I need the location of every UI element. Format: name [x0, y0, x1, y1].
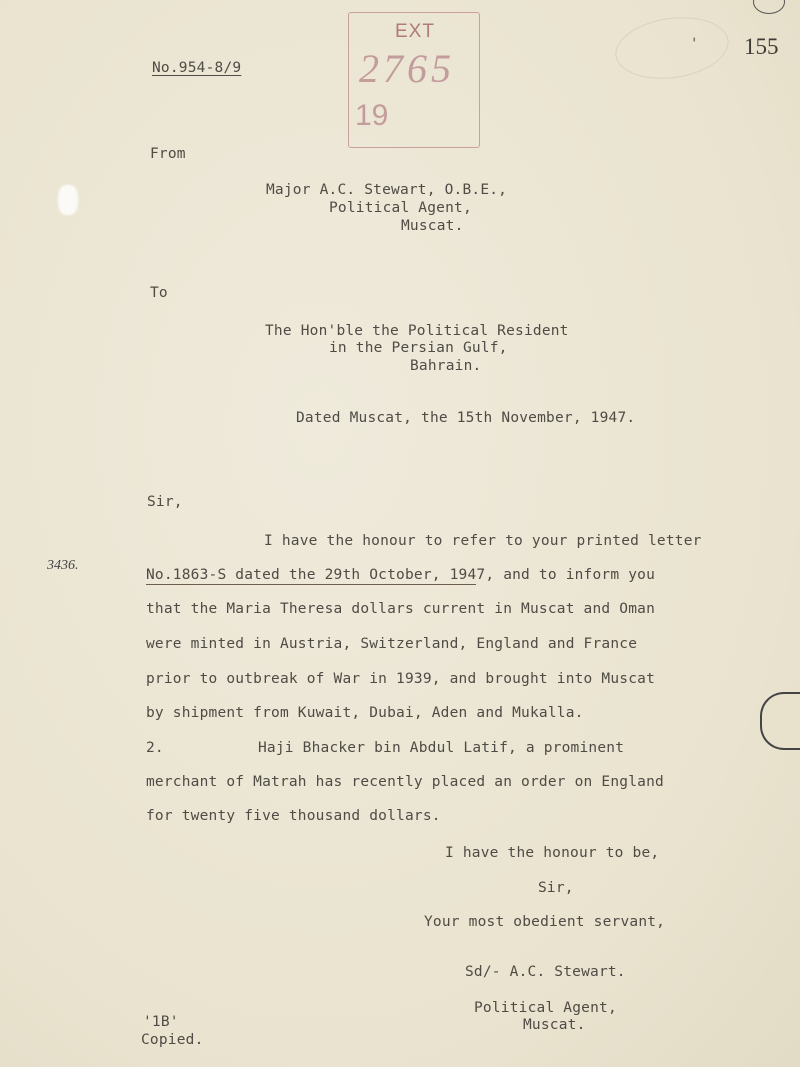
- stamp-number: 2765: [359, 46, 455, 91]
- signature-title: Political Agent,: [474, 1000, 617, 1016]
- footer-code: '1B': [143, 1014, 179, 1030]
- closing-line-3: Your most obedient servant,: [424, 914, 666, 930]
- reference-number: No.954-8/9: [152, 60, 242, 76]
- to-line-2: in the Persian Gulf,: [329, 340, 508, 356]
- closing-line-1: I have the honour to be,: [445, 845, 660, 861]
- to-line-1: The Hon'ble the Political Resident: [265, 323, 569, 339]
- folio-number: 155: [744, 34, 779, 59]
- salutation: Sir,: [147, 494, 183, 510]
- body-line-4: were minted in Austria, Switzerland, England and France: [146, 636, 638, 652]
- from-label: From: [150, 146, 186, 162]
- closing-line-2: Sir,: [538, 880, 574, 896]
- to-line-3: Bahrain.: [410, 358, 482, 374]
- body-line-2: No.1863-S dated the 29th October, 1947, and to inform you: [146, 567, 655, 583]
- handwritten-underline: [146, 584, 476, 585]
- from-line-1: Major A.C. Stewart, O.B.E.,: [266, 182, 508, 198]
- from-line-2: Political Agent,: [329, 200, 472, 216]
- signature-place: Muscat.: [523, 1017, 586, 1033]
- paragraph-2-number: 2.: [146, 740, 164, 756]
- punch-hole: [58, 185, 78, 215]
- body-line-6: by shipment from Kuwait, Dubai, Aden and Mukalla.: [146, 705, 584, 721]
- pencil-mark: ': [690, 36, 699, 52]
- to-label: To: [150, 285, 168, 301]
- pencil-annotation: [611, 10, 732, 85]
- registry-stamp: [348, 12, 480, 148]
- body-line-1: I have the honour to refer to your printed letter: [264, 533, 702, 549]
- footer-note: Copied.: [141, 1032, 204, 1048]
- body-line-9: for twenty five thousand dollars.: [146, 808, 441, 824]
- body-line-5: prior to outbreak of War in 1939, and brought into Muscat: [146, 671, 655, 687]
- paper-clip: [760, 692, 800, 750]
- from-line-3: Muscat.: [401, 218, 464, 234]
- body-line-3: that the Maria Theresa dollars current in Muscat and Oman: [146, 601, 655, 617]
- stamp-year: 19: [355, 99, 389, 132]
- signature-name: Sd/- A.C. Stewart.: [465, 964, 626, 980]
- body-line-7: Haji Bhacker bin Abdul Latif, a prominent: [258, 740, 625, 756]
- date-line: Dated Muscat, the 15th November, 1947.: [296, 410, 636, 426]
- folio-circle: [753, 0, 785, 14]
- body-line-8: merchant of Matrah has recently placed an order on England: [146, 774, 664, 790]
- margin-note: 3436.: [47, 558, 79, 573]
- stamp-label: EXT: [395, 21, 435, 42]
